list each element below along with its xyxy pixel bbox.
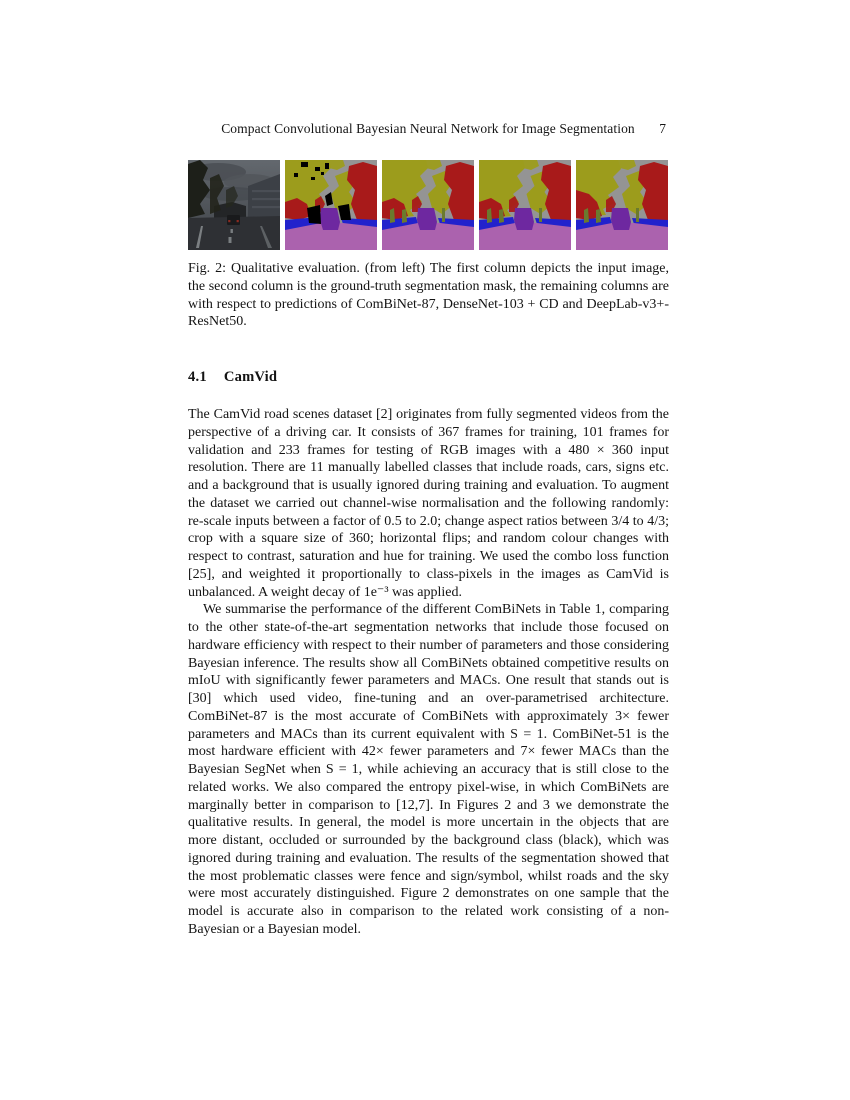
page-number: 7 <box>659 121 666 136</box>
section-number: 4.1 <box>188 369 207 385</box>
running-title: Compact Convolutional Bayesian Neural Network for Image Segmentation <box>221 121 635 136</box>
section-title: CamVid <box>223 369 278 385</box>
figure-panel-densenet-103-cd <box>479 160 571 250</box>
paragraph: The CamVid road scenes dataset [2] originates from fully segmented videos from the perspective of a driving car. It consists of 367 frames for training, 101 frames for validation and 233 frames for testing of RGB images with a 480 × 360 input resolution. There are 11 manually labelled classes that include roads, cars, signs etc. and a background that is usually ignored during training and evaluation. To augment the dataset we carried out channel-wise normalisation and the following randomly: re-scale inputs between a factor of 0.5 to 2.0; change aspect ratios between 3/4 to 4/3; crop with a square size of 360; horizontal flips; and random colour changes with respect to contrast, saturation and hue for training. We used the combo loss function [25], and weighted it proportionally to class-pixels in the images as CamVid is unbalanced. A weight decay of 1e⁻³ was applied. <box>188 407 669 600</box>
running-header <box>188 121 668 137</box>
figure-panel-ground-truth <box>285 160 377 250</box>
figure-caption: Fig. 2: Qualitative evaluation. (from left) The first column depicts the input image, the second column is the ground-truth segmentation mask, the remaining columns are with respect to predictions of ComBiNet-87, DenseNet-103 + CD and DeepLab-v3+-ResNet50. <box>188 261 669 330</box>
paragraph: We summarise the performance of the different ComBiNets in Table 1, comparing to the other state-of-the-art segmentation networks that include those focused on hardware efficiency with respect to their number of parameters and those considering Bayesian inference. The results show all ComBiNets obtained competitive results on mIoU with significantly fewer parameters and MACs. One result that stands out is [30] which used video, fine-tuning and an over-parametrised architecture. ComBiNet-87 is the most accurate of ComBiNets with approximately 3× fewer parameters and MACs than its current equivalent with S = 1. ComBiNet-51 is the most hardware efficient with 42× fewer parameters and 7× fewer MACs than the Bayesian SegNet when S = 1, while achieving an accuracy that is still close to the related works. We also compared the entropy pixel-wise, in which ComBiNets are marginally better in comparison to [12,7]. In Figures 2 and 3 we demonstrate the qualitative results. In general, the model is more uncertain in the objects that are more distant, occluded or surrounded by the background class (black), which was ignored during training and evaluation. The results of the segmentation showed that the most problematic classes were fence and sign/symbol, whilst roads and the sky were most accurately distinguished. Figure 2 demonstrates on one sample that the model is accurate also in comparison to the related work consisting of a non-Bayesian or a Bayesian model. <box>188 602 669 937</box>
figure-image-strip <box>188 160 668 250</box>
figure-panel-input-image <box>188 160 280 250</box>
body-text <box>188 406 669 939</box>
section-heading <box>188 369 669 386</box>
figure-panel-combinet-87 <box>382 160 474 250</box>
figure-panel-deeplab-v3plus-resnet50 <box>576 160 668 250</box>
